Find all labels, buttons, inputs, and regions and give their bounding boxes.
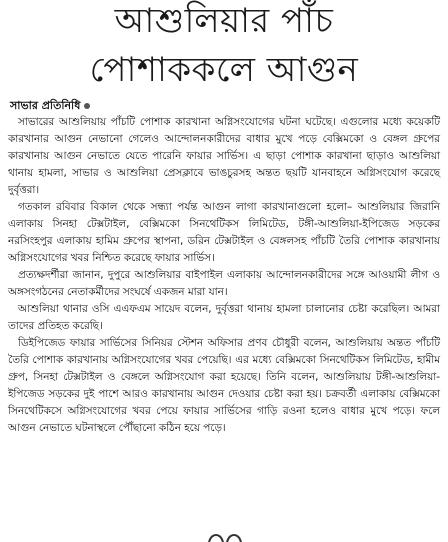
paragraph-5: ডিইপিজেড ফায়ার সার্ভিসের সিনিয়র স্টেশন অফিসার প্রণব চৌধুরী বলেন, আশুলিয়ায় অন্তত পাঁচটি তৈরি পোশাক কারখানায় অগ্নিসংযোগের খবর পেয়েছি। এর মধ্যে বেক্সিমকো সিনথেটিকস লিমিটেড, হামীম গ্রুপ, সিনহা টেক্সটাইল ও বেঙ্গলে অগ্নিসংযোগ করা হয়েছে। তিনি বলেন, আশুলিয়ায় টঙ্গী-আশুলিয়া-ইপিজেড সড়কের দুই পাশে আরও কারখানায় আগুন দেওয়ার চেষ্টা করা হয়। চক্রবর্তী এলাকায় বেক্সিমকো সিনথেটিকসে অগ্নিসংযোগের খবর পেয়ে ফায়ার সার্ভিসের গাড়ি রওনা হলেও বাধার মুখে পড়ে। ফলে আগুন নেভাতে ঘটনাস্থলে পৌঁছানো কঠিন হয়ে পড়ে। bbox=[8, 337, 440, 434]
byline-row bbox=[10, 98, 90, 114]
paragraph-4: আশুলিয়া থানার ওসি এএফএম সায়েদ বলেন, দুর্বৃত্তরা থানায় হামলা চালানোর চেষ্টা করেছিল। আমরা তাদের প্রতিহত করেছি। bbox=[8, 303, 440, 332]
article-body bbox=[8, 114, 440, 437]
cropped-next-headline-fragment bbox=[206, 534, 242, 542]
headline-line-2: পোশাককলে আগুন bbox=[89, 50, 359, 90]
paragraph-1: সাভারের আশুলিয়ায় পাঁচটি পোশাক কারখানা অগ্নিসংযোগের ঘটনা ঘটেছে। এগুলোর মধ্যে কয়েকটি কারখানার আগুন নেভানো গেলেও আন্দোলনকারীদের বাধার মুখে পড়ে বেক্সিমকো ও বেঙ্গল গ্রুপের কারখানায় আগুন নেভাতে যেতে পারেনি ফায়ার সার্ভিস। এ ছাড়া পোশাক কারখানা ছাড়াও আশুলিয়া থানায় হামলা, সাভার ও আশুলিয়া প্রেসক্লাবে ভাঙচুরসহ অন্তত ছয়টি যানবাহনে অগ্নিসংযোগ করেছে দুর্বৃত্তরা। bbox=[8, 116, 440, 196]
byline: সাভার প্রতিনিধি bbox=[10, 99, 81, 112]
bullet-dot-icon bbox=[84, 103, 90, 109]
paragraph-3: প্রত্যক্ষদর্শীরা জানান, দুপুরে আশুলিয়ার বাইপাইল এলাকায় আন্দোলনকারীদের সঙ্গে আওয়ামী লীগ ও অঙ্গসংগঠনের নেতাকর্মীদের সংঘর্ষে একজন মারা যান। bbox=[8, 269, 440, 298]
headline-line-1: আশুলিয়ার পাঁচ bbox=[114, 1, 334, 41]
paragraph-2: গতকাল রবিবার বিকাল থেকে সন্ধ্যা পর্যন্ত আগুন লাগা কারখানাগুলো হলো– আশুলিয়ার জিরানি এলাকায় সিনহা টেক্সটাইল, বেক্সিমকো সিনথেটিকস লিমিটেড, টঙ্গী-আশুলিয়া-ইপিজেড সড়কের নরসিংহপুর এলাকায় হামিম গ্রুপের স্থাপনা, ডরিন টেক্সটাইল ও বেঙ্গলসহ পাঁচটি তৈরি পোশাক কারখানায় অগ্নিসংযোগের খবর নিশ্চিত করেছে ফায়ার সার্ভিস। bbox=[8, 201, 440, 264]
